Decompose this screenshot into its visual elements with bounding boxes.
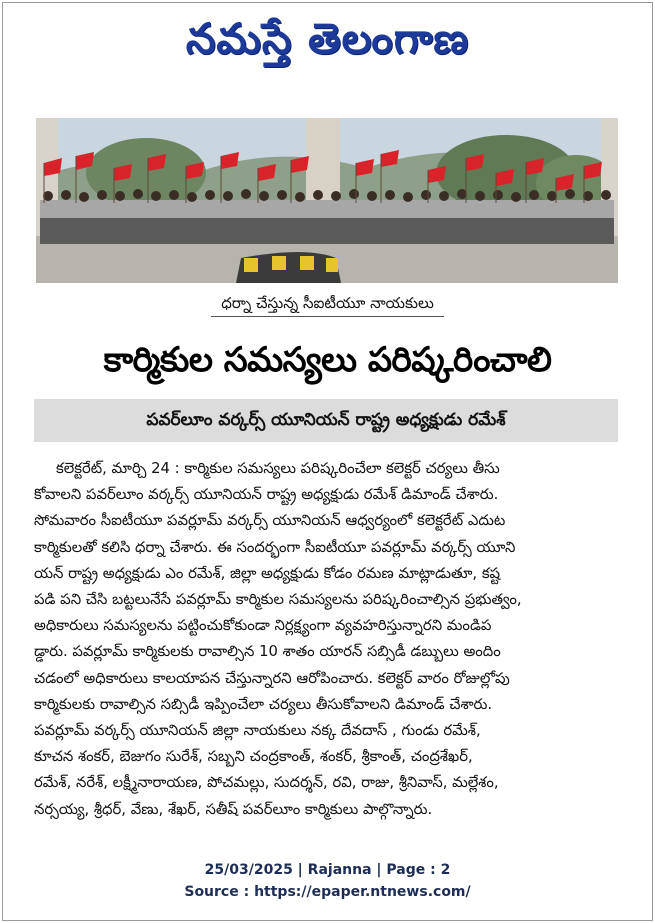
article-body-line: నర్సయ్య, శ్రీధర్, వేణు, శేఖర్, సతీష్ పవర్‌లూం కార్మికులు పాల్గొన్నారు. <box>34 800 433 818</box>
article-body-line: అధికారులు సమస్యలను పట్టించుకోకుండా నిర్లక్ష్యంగా వ్యవహరిస్తున్నారని మండిప <box>34 617 492 635</box>
article-body-line: కార్మికులకు రావాల్సిన సబ్సిడీ ఇప్పించేలా చర్యలు తీసుకోవాలని డిమాండ్ చేశారు. <box>34 695 493 713</box>
photo-caption <box>0 292 655 317</box>
edition-info: 25/03/2025 | Rajanna | Page : 2 <box>204 862 451 878</box>
photo-caption-text: ధర్నా చేస్తున్న సీఐటీయూ నాయకులు <box>211 292 444 317</box>
article-body-line: డ్డారు. పవర్లూమ్ కార్మికులకు రావాల్సిన 10 శాతం యారన్ సబ్సిడీ డబ్బులు అందిం <box>34 643 501 661</box>
article-body-line: కూచన శంకర్, బెజుగం సురేశ్, సబ్బని చంద్రకాంత్, శంకర్, శ్రీకాంత్, చంద్రశేఖర్, <box>34 748 473 766</box>
article-body-line: కలెక్టరేట్, మార్చి 24 : కార్మికుల సమస్యలు పరిష్కరించేలా కలెక్టర్ చర్యలు తీసు <box>56 460 500 477</box>
article-body-line: చడంలో అధికారులు కాలయాపన చేస్తున్నారని ఆరోపించారు. కలెక్టర్ వారం రోజుల్లోపు <box>34 669 510 687</box>
article-subheadline: పవర్‌లూం వర్కర్స్ యూనియన్ రాష్ట్ర అధ్యక్షుడు రమేశ్ <box>34 399 618 442</box>
article-body-line: పవర్లూమ్ వర్కర్స్ యూనియన్ జిల్లా నాయకులు నక్క దేవదాస్ , గుండు రమేశ్, <box>34 722 481 740</box>
source-link[interactable]: Source : https://epaper.ntnews.com/ <box>184 884 471 900</box>
protest-photo-illustration <box>36 118 618 283</box>
article-headline: కార్మికుల సమస్యలు పరిష్కరించాలి <box>103 340 552 380</box>
article-body-line: కోవాలని పవర్‌లూం వర్కర్స్ యూనియన్ రాష్ట్ర అధ్యక్షుడు రమేశ్ డిమాండ్ చేశారు. <box>34 486 499 504</box>
article-body-line: రమేశ్, నరేశ్, లక్ష్మీనారాయణ, పోచమల్లు, సుదర్శన్, రవి, రాజు, శ్రీనివాస్, మల్లేశం, <box>34 774 499 792</box>
article-body-line: యన్ రాష్ట్ర అధ్యక్షుడు ఎం రమేశ్, జిల్లా అధ్యక్షుడు కోడం రమణ మాట్లాడుతూ, కష్ట <box>34 564 501 582</box>
masthead-title: నమస్తే తెలంగాణ <box>185 14 470 63</box>
article-body-line: పడి పని చేసి బట్టలునేసే పవర్లూమ్ కార్మికుల సమస్యలను పరిష్కరించాల్సిన ప్రభుత్వం, <box>34 591 522 609</box>
article-body-line: కార్మికులతో కలిసి ధర్నా చేశారు. ఈ సందర్భంగా సీఐటీయూ పవర్లూమ్ వర్కర్స్ యూని <box>34 538 516 556</box>
news-photo <box>36 118 618 283</box>
newspaper-masthead <box>0 4 655 74</box>
article-body-line: సోమవారం సీఐటీయూ పవర్లూమ్ వర్కర్స్ యూనియన్ ఆధ్వర్యంలో కలెక్టరేట్ ఎదుట <box>34 512 506 530</box>
article-body <box>34 456 618 823</box>
